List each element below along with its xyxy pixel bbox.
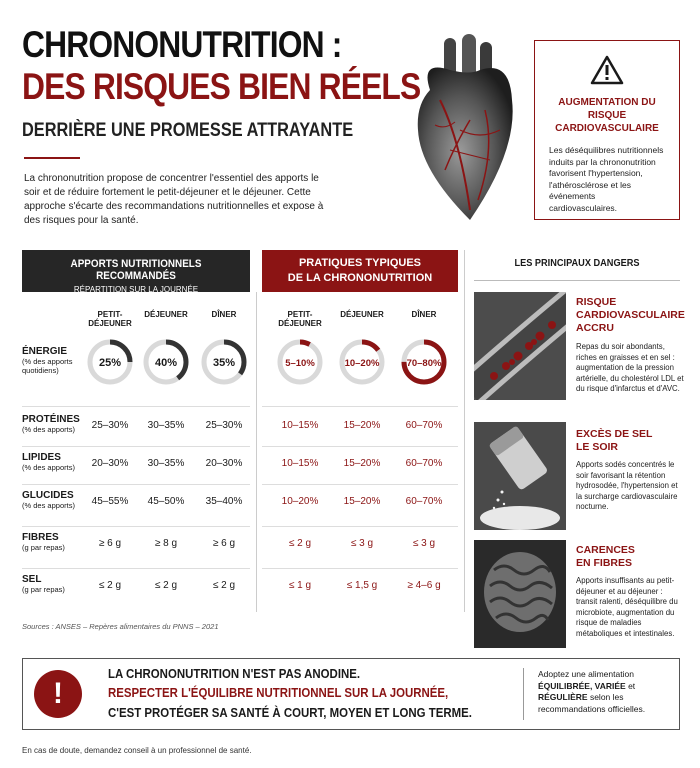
- recommended-energy-donut: [194, 338, 254, 391]
- chrono-cell: 60–70%: [405, 420, 443, 431]
- chrono-cell: 15–20%: [343, 458, 381, 469]
- recommended-cell: 25–30%: [205, 420, 243, 431]
- recommended-header-title: APPORTS NUTRITIONNELS RECOMMANDÉS: [70, 258, 202, 282]
- chrono-energy-donut: [270, 338, 330, 391]
- col-chrono-diner: DÎNER: [411, 310, 437, 319]
- recommended-cell: ≤ 2 g: [98, 580, 122, 591]
- recommended-cell: ≥ 8 g: [154, 538, 178, 549]
- danger-3-title: [576, 544, 635, 570]
- sources-note: Sources : ANSES – Repères alimentaires du PNNS – 2021: [22, 622, 219, 631]
- danger-1-title: [576, 296, 685, 335]
- title-divider: [24, 157, 80, 159]
- chrono-header-line1: PRATIQUES TYPIQUES: [298, 257, 422, 269]
- row-label: [22, 490, 82, 510]
- danger-1-title-line: RISQUE: [576, 296, 617, 308]
- recommended-cell: 45–50%: [147, 496, 185, 507]
- chrono-cell: ≤ 3 g: [412, 538, 436, 549]
- row-name: ÉNERGIE: [22, 346, 68, 357]
- row-sub: (g par repas): [22, 543, 65, 552]
- row-divider: [22, 526, 250, 527]
- danger-1-title-line: ACCRU: [576, 322, 614, 334]
- row-label: [22, 414, 82, 434]
- cardio-risk-box: [534, 40, 680, 220]
- row-divider: [22, 484, 250, 485]
- col-dejeuner: DÉJEUNER: [144, 310, 188, 319]
- recommended-cell: ≥ 6 g: [212, 538, 236, 549]
- page-title-line1: CHRONONUTRITION :: [22, 24, 342, 65]
- chrono-cell: 15–20%: [343, 496, 381, 507]
- dangers-divider: [464, 250, 465, 612]
- energy-value: 5–10%: [285, 358, 315, 369]
- advice-text: selon les recommandations officielles.: [538, 692, 646, 714]
- row-divider: [262, 526, 458, 527]
- recommended-cell: 30–35%: [147, 420, 185, 431]
- danger-2-body: Apports sodés concentrés le soir favorisant la rétention hydrosodée, l'hypertension et la surcharge cardiovasculaire nocturne.: [576, 460, 678, 511]
- energy-ring: [200, 338, 248, 386]
- col-chrono-dejeuner: DÉJEUNER: [340, 310, 384, 319]
- recommended-cell: 20–30%: [91, 458, 129, 469]
- conclusion-line1: LA CHRONONUTRITION N'EST PAS ANODINE.: [108, 666, 361, 681]
- energy-value: 25%: [98, 357, 122, 369]
- advice-text: et: [625, 680, 636, 691]
- danger-3-body: Apports insuffisants au petit-déjeuner et au déjeuner : transit ralenti, déséquilibre du microbiote, augmentation du risque de maladies métaboliques et intestinales.: [576, 576, 678, 638]
- chrono-header: [262, 250, 458, 292]
- page-title-line2: DES RISQUES BIEN RÉELS: [22, 66, 421, 107]
- row-sub: (% des apports): [22, 501, 75, 510]
- chrono-cell: ≤ 1,5 g: [346, 580, 378, 591]
- col-diner: DÎNER: [211, 310, 237, 319]
- table-divider: [256, 292, 257, 612]
- recommended-cell: 25–30%: [91, 420, 129, 431]
- row-label-energie: [22, 346, 82, 375]
- danger-2-title-line: LE SOIR: [576, 441, 619, 453]
- intro-text: La chrononutrition propose de concentrer l'essentiel des apports le soir et de réduire fortement le petit-déjeuner et le déjeuner. Cette approche s'écarte des recommandations nutritionnelles et expose à des risques pour la santé.: [24, 173, 324, 226]
- col-petit-dejeuner: PETIT-DÉJEUNER: [88, 310, 132, 328]
- row-divider: [22, 406, 250, 407]
- col-chrono-petit-dejeuner: PETIT-DÉJEUNER: [278, 310, 322, 328]
- exclamation-icon: !: [34, 670, 82, 718]
- chrono-cell: 15–20%: [343, 420, 381, 431]
- recommended-header-sub: RÉPARTITION SUR LA JOURNÉE: [73, 285, 199, 294]
- row-divider: [22, 568, 250, 569]
- cardio-risk-body: Les déséquilibres nutritionnels induits par la chrononutrition favorisent l'hypertension, l'athérosclérose et les événements cardiovasculaires.: [549, 145, 664, 213]
- row-label: [22, 452, 82, 472]
- row-divider: [262, 406, 458, 407]
- energy-ring: [338, 338, 386, 386]
- page-subtitle: DERRIÈRE UNE PROMESSE ATTRAYANTE: [22, 120, 354, 141]
- chrono-energy-donut: [332, 338, 392, 391]
- row-name: FIBRES: [22, 532, 59, 543]
- energy-ring: [86, 338, 134, 386]
- row-label: [22, 532, 82, 552]
- intestine-icon: [474, 540, 566, 648]
- chrono-cell: ≤ 2 g: [288, 538, 312, 549]
- energy-value: 10–20%: [344, 358, 380, 369]
- heart-icon: [400, 30, 528, 230]
- chrono-cell: ≤ 3 g: [350, 538, 374, 549]
- recommended-cell: ≤ 2 g: [212, 580, 236, 591]
- danger-2-title-line: EXCÈS DE SEL: [576, 428, 653, 440]
- salt-shaker-icon: [474, 422, 566, 530]
- dangers-header: LES PRINCIPAUX DANGERS: [514, 258, 640, 269]
- row-name: GLUCIDES: [22, 490, 74, 501]
- chrono-cell: 60–70%: [405, 496, 443, 507]
- recommended-cell: ≤ 2 g: [154, 580, 178, 591]
- conclusion-advice: [538, 669, 674, 715]
- footer-note: En cas de doute, demandez conseil à un professionnel de santé.: [22, 746, 252, 755]
- advice-bold: ÉQUILIBRÉE, VARIÉE: [538, 680, 626, 691]
- advice-text: Adoptez une alimentation: [538, 669, 634, 679]
- warning-icon: [590, 55, 624, 85]
- row-divider: [262, 484, 458, 485]
- row-name: PROTÉINES: [22, 414, 80, 425]
- chrono-cell: ≥ 4–6 g: [407, 580, 441, 591]
- artery-icon: [474, 292, 566, 400]
- conclusion-divider: [523, 668, 524, 720]
- row-sub: (% des apports quotidiens): [22, 357, 73, 375]
- chrono-energy-donut: [394, 338, 454, 391]
- danger-1-title-line: CARDIOVASCULAIRE: [576, 309, 685, 321]
- row-label: [22, 574, 82, 594]
- conclusion-line2: RESPECTER L'ÉQUILIBRE NUTRITIONNEL SUR LA JOURNÉE,: [108, 685, 449, 700]
- conclusion-line3: C'EST PROTÉGER SA SANTÉ À COURT, MOYEN ET LONG TERME.: [108, 705, 472, 720]
- row-sub: (% des apports): [22, 463, 75, 472]
- energy-value: 70–80%: [406, 358, 442, 369]
- recommended-energy-donut: [136, 338, 196, 391]
- energy-value: 35%: [212, 357, 236, 369]
- recommended-cell: 20–30%: [205, 458, 243, 469]
- recommended-cell: 35–40%: [205, 496, 243, 507]
- row-sub: (% des apports): [22, 425, 75, 434]
- danger-1-body: Repas du soir abondants, riches en graisses et en sel : augmentation de la pression artérielle, du cholestérol LDL et du risque d'infarctus et d'AVC.: [576, 342, 684, 393]
- recommended-energy-donut: [80, 338, 140, 391]
- cardio-risk-title: AUGMENTATION DU RISQUE CARDIOVASCULAIRE: [555, 97, 659, 134]
- row-divider: [262, 446, 458, 447]
- dangers-header-rule: [474, 280, 680, 281]
- chrono-cell: 10–15%: [281, 420, 319, 431]
- energy-ring: [142, 338, 190, 386]
- advice-bold: RÉGULIÈRE: [538, 692, 588, 702]
- row-sub: (g par repas): [22, 585, 65, 594]
- row-divider: [262, 568, 458, 569]
- chrono-cell: 10–15%: [281, 458, 319, 469]
- danger-3-title-line: CARENCES: [576, 544, 635, 556]
- row-name: LIPIDES: [22, 452, 61, 463]
- energy-ring: [276, 338, 324, 386]
- energy-value: 40%: [154, 357, 178, 369]
- chrono-cell: ≤ 1 g: [288, 580, 312, 591]
- recommended-cell: ≥ 6 g: [98, 538, 122, 549]
- chrono-cell: 10–20%: [281, 496, 319, 507]
- row-divider: [22, 446, 250, 447]
- danger-2-title: [576, 428, 652, 454]
- chrono-header-line2: DE LA CHRONONUTRITION: [287, 272, 433, 284]
- row-name: SEL: [22, 574, 42, 585]
- energy-ring: [400, 338, 448, 386]
- recommended-cell: 30–35%: [147, 458, 185, 469]
- danger-3-title-line: EN FIBRES: [576, 557, 633, 569]
- recommended-header: [22, 250, 250, 292]
- chrono-cell: 60–70%: [405, 458, 443, 469]
- recommended-cell: 45–55%: [91, 496, 129, 507]
